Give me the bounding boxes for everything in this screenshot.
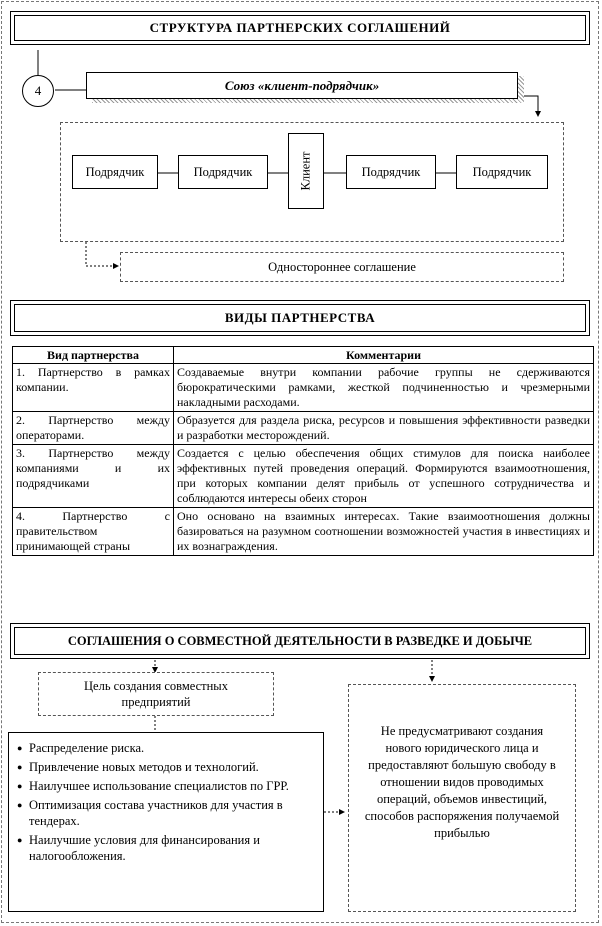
- contractor-box-4: Подрядчик: [456, 155, 548, 189]
- column-header-comments: Комментарии: [174, 347, 594, 364]
- goals-list: [17, 740, 317, 864]
- row-type: 3. Партнерство между компаниями и их подрядчиками: [13, 445, 174, 508]
- table-header-row: [13, 347, 594, 364]
- client-box: [288, 133, 324, 209]
- list-item: ● Наилучшее использование специалистов по ГРР.: [17, 778, 317, 794]
- contractor-box-2: Подрядчик: [178, 155, 268, 189]
- table-row: [13, 508, 594, 556]
- arrow-group-to-unilateral: [86, 242, 118, 266]
- unilateral-agreement-box: Одностороннее соглашение: [120, 252, 564, 282]
- contractor-box-3: Подрядчик: [346, 155, 436, 189]
- note-box: Не предусматривают создания нового юридического лица и предоставляют большую свободу в отношении видов проводимых операций, объемов инвестиций, способов распоряжения получаемой прибылью: [348, 684, 576, 912]
- section1-title: СТРУКТУРА ПАРТНЕРСКИХ СОГЛАШЕНИЙ: [14, 15, 586, 41]
- section-number-badge: 4: [22, 75, 54, 107]
- partnership-table-wrap: [12, 346, 594, 556]
- list-item: ● Оптимизация состава участников для участия в тендерах.: [17, 797, 317, 829]
- column-header-type: Вид партнерства: [13, 347, 174, 364]
- row-type: 1. Партнерство в рамках компании.: [13, 364, 174, 412]
- row-comment: Создается с целью обеспечения общих стимулов для поиска наиболее эффективных путей проведения операций. Формируются взаимоотношения, при которых компании делят прибыль от успешного сотрудничества и соблюдаются интересы обеих сторон: [174, 445, 594, 508]
- section3-title: СОГЛАШЕНИЯ О СОВМЕСТНОЙ ДЕЯТЕЛЬНОСТИ В РАЗВЕДКЕ И ДОБЫЧЕ: [14, 627, 586, 655]
- client-label: Клиент: [298, 151, 313, 191]
- list-item: ● Распределение риска.: [17, 740, 317, 756]
- table-row: [13, 445, 594, 508]
- contractor-box-1: Подрядчик: [72, 155, 158, 189]
- row-comment: Создаваемые внутри компании рабочие группы не сдерживаются бюрократическими рамками, жесткой подчиненностью и чрезмерными накладными расходами.: [174, 364, 594, 412]
- row-comment: Оно основано на взаимных интересах. Такие взаимоотношения должны базироваться на разумном соотношении возможностей участия в инвестициях и их вознаграждения.: [174, 508, 594, 556]
- partnership-table: [12, 346, 594, 556]
- list-item: ● Наилучшие условия для финансирования и налогообложения.: [17, 832, 317, 864]
- table-row: [13, 412, 594, 445]
- table-row: [13, 364, 594, 412]
- row-type: 2. Партнерство между операторами.: [13, 412, 174, 445]
- union-box: Союз «клиент-подрядчик»: [86, 72, 518, 99]
- list-item: ● Привлечение новых методов и технологий.: [17, 759, 317, 775]
- row-comment: Образуется для раздела риска, ресурсов и повышения эффективности разведки и разработки месторождений.: [174, 412, 594, 445]
- goals-list-box: [8, 732, 324, 912]
- row-type: 4. Партнерство с правительством принимающей страны: [13, 508, 174, 556]
- section2-title: ВИДЫ ПАРТНЕРСТВА: [14, 304, 586, 332]
- goal-box: Цель создания совместных предприятий: [38, 672, 274, 716]
